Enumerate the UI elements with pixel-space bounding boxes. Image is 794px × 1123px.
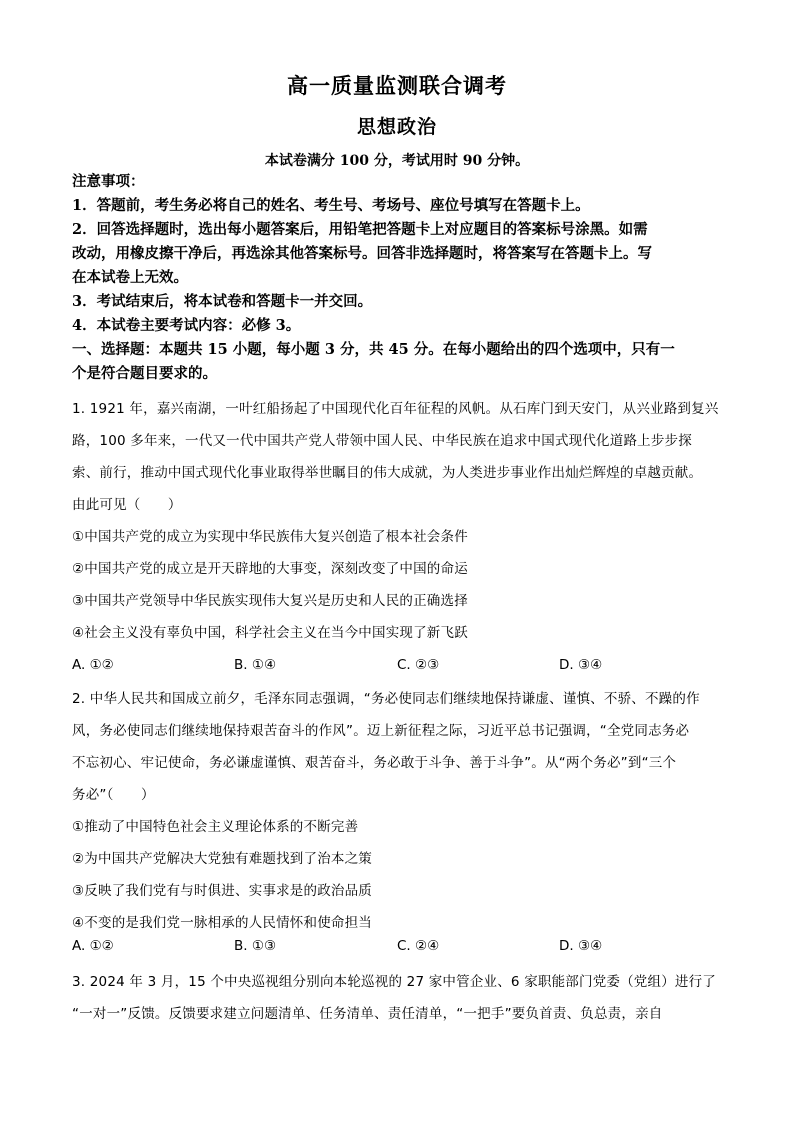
statement: ③中国共产党领导中华民族实现伟大复兴是历史和人民的正确选择 — [72, 593, 468, 609]
notice-line: 在本试卷上无效。 — [72, 269, 188, 286]
question-text: 路，100 多年来，一代又一代中国共产党人带领中国人民、中华民族在追求中国式现代化道路上步步探 — [72, 433, 692, 449]
option-b: B. ①③ — [234, 938, 277, 954]
question-text: “一对一”反馈。反馈要求建立问题清单、任务清单、责任清单，“一把手”要负首责、负总责，亲自 — [72, 1006, 663, 1022]
question-text: 2. 中华人民共和国成立前夕，毛泽东同志强调，“务必使同志们继续地保持谦虚、谨慎、不骄、不躁的作 — [72, 691, 700, 707]
question-text: 3. 2024 年 3 月，15 个中央巡视组分别向本轮巡视的 27 家中管企业、6 家职能部门党委（党组）进行了 — [72, 974, 717, 990]
option-c: C. ②④ — [397, 938, 440, 954]
question-text: 不忘初心、牢记使命，务必谦虚谨慎、艰苦奋斗，务必敢于斗争、善于斗争”。从“两个务必”到“三个 — [72, 755, 677, 771]
option-a: A. ①② — [72, 938, 114, 954]
statement: ④不变的是我们党一脉相承的人民情怀和使命担当 — [72, 915, 373, 931]
statement: ②为中国共产党解决大党独有难题找到了治本之策 — [72, 851, 373, 867]
question-2-options — [72, 938, 722, 962]
exam-score-time-note: 本试卷满分 100 分，考试用时 90 分钟。 — [264, 153, 530, 169]
notice-section — [72, 170, 722, 386]
statement: ①中国共产党的成立为实现中华民族伟大复兴创造了根本社会条件 — [72, 529, 468, 545]
question-1 — [72, 393, 722, 649]
question-text: 1. 1921 年，嘉兴南湖，一叶红船扬起了中国现代化百年征程的风帆。从石库门到天安门，从兴业路到复兴 — [72, 401, 719, 417]
question-text: 风，务必使同志们继续地保持艰苦奋斗的作风”。迈上新征程之际，习近平总书记强调，“全党同志务必 — [72, 723, 690, 739]
option-b: B. ①④ — [234, 657, 277, 673]
question-text: 索、前行，推动中国式现代化事业取得举世瞩目的伟大成就，为人类进步事业作出灿烂辉煌的卓越贡献。 — [72, 465, 703, 481]
notice-line: 3．考试结束后，将本试卷和答题卡一并交回。 — [72, 293, 373, 310]
question-3 — [72, 966, 722, 1030]
statement: ②中国共产党的成立是开天辟地的大事变，深刻改变了中国的命运 — [72, 561, 468, 577]
question-2 — [72, 683, 722, 939]
exam-title: 高一质量监测联合调考 — [287, 73, 507, 98]
question-text: 务必”（ ） — [72, 787, 155, 803]
statement: ③反映了我们党有与时俱进、实事求是的政治品质 — [72, 883, 373, 899]
section-heading: 一、选择题：本题共 15 小题，每小题 3 分，共 45 分。在每小题给出的四个选项中，只有一 — [72, 341, 675, 358]
question-text: 由此可见（ ） — [72, 497, 182, 513]
question-1-options — [72, 657, 722, 681]
notice-line: 改动，用橡皮擦干净后，再选涂其他答案标号。回答非选择题时，将答案写在答题卡上。写 — [72, 245, 652, 262]
notice-heading: 注意事项： — [72, 173, 145, 190]
notice-line: 2．回答选择题时，选出每小题答案后，用铅笔把答题卡上对应题目的答案标号涂黑。如需 — [72, 221, 648, 238]
option-a: A. ①② — [72, 657, 114, 673]
option-d: D. ③④ — [559, 938, 603, 954]
statement: ①推动了中国特色社会主义理论体系的不断完善 — [72, 819, 359, 835]
subject-title: 思想政治 — [356, 116, 437, 138]
notice-line: 1．答题前，考生务必将自己的姓名、考生号、考场号、座位号填写在答题卡上。 — [72, 197, 590, 214]
option-c: C. ②③ — [397, 657, 440, 673]
section-heading: 个是符合题目要求的。 — [72, 365, 217, 382]
notice-line: 4．本试卷主要考试内容：必修 3。 — [72, 317, 301, 334]
option-d: D. ③④ — [559, 657, 603, 673]
statement: ④社会主义没有辜负中国，科学社会主义在当今中国实现了新飞跃 — [72, 625, 468, 641]
